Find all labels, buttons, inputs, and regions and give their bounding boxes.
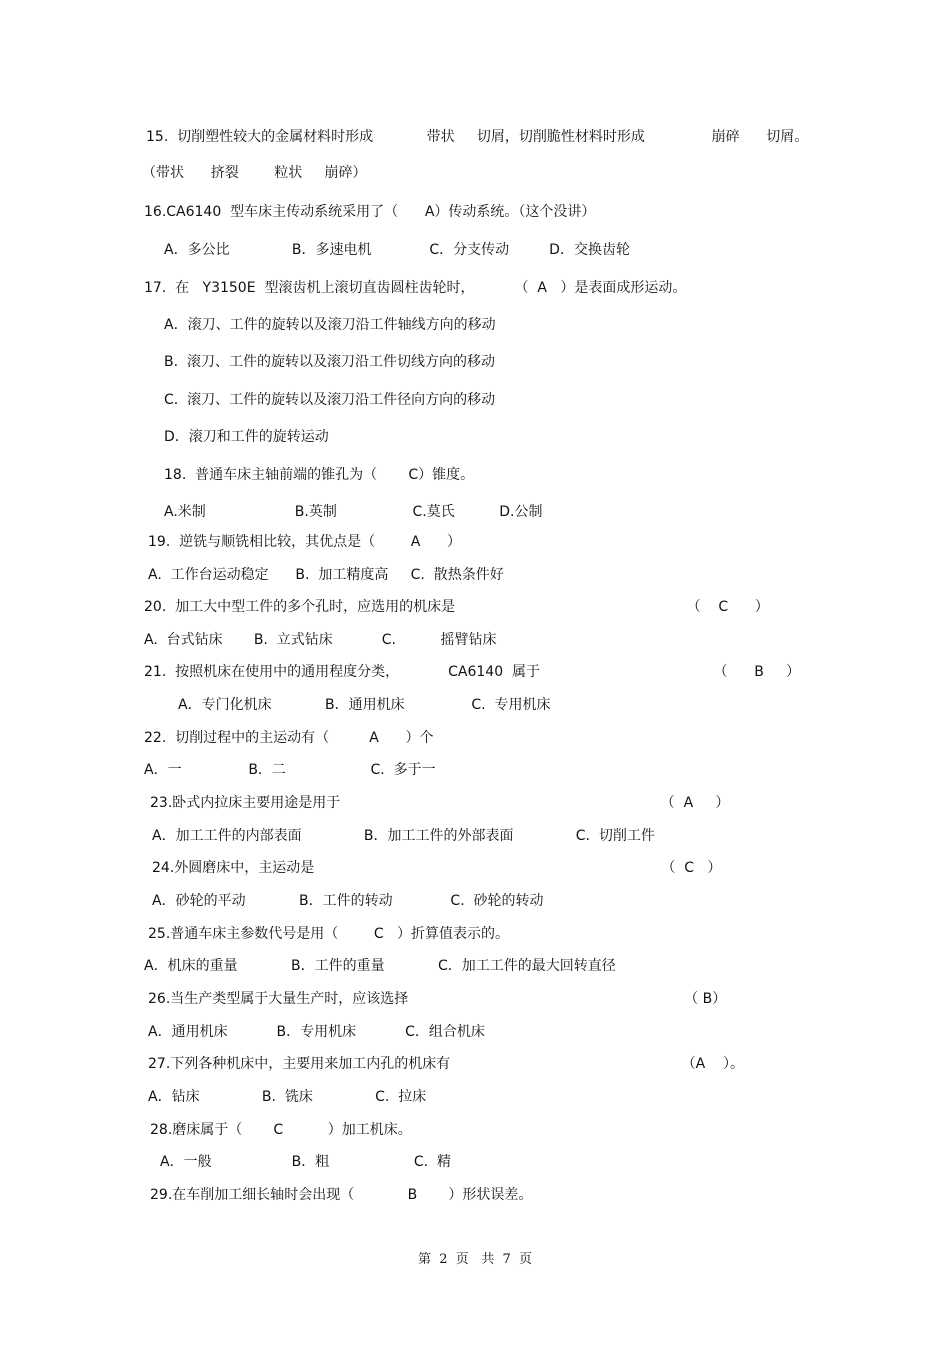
q18-line: 18. 普通车床主轴前端的锥孔为（ C）锥度。 bbox=[164, 467, 475, 483]
q19-options: A. 工作台运动稳定 B. 加工精度高 C. 散热条件好 bbox=[148, 567, 504, 583]
q15-options: （带状 挤裂 粒状 崩碎） bbox=[142, 165, 367, 181]
q16-line: 16.CA6140 型车床主传动系统采用了（ A）传动系统。（这个没讲） bbox=[144, 204, 596, 220]
q17-option-c: C. 滚刀、工件的旋转以及滚刀沿工件径向方向的移动 bbox=[164, 392, 496, 408]
q18-options: A.米制 B.英制 C.莫氏 D.公制 bbox=[164, 504, 543, 520]
q21-line: 21. 按照机床在使用中的通用程度分类， CA6140 属于 （ B ） bbox=[144, 664, 801, 680]
q17-option-b: B. 滚刀、工件的旋转以及滚刀沿工件切线方向的移动 bbox=[164, 354, 495, 370]
q22-line: 22. 切削过程中的主运动有（ A ）个 bbox=[144, 730, 434, 746]
q20-options: A. 台式钻床 B. 立式钻床 C. 摇臂钻床 bbox=[144, 632, 497, 648]
page-footer: 第 2 页 共 7 页 bbox=[418, 1252, 532, 1267]
q21-options: A．专门化机床 B．通用机床 C. 专用机床 bbox=[178, 697, 551, 713]
q17-line: 17. 在 Y3150E 型滚齿机上滚切直齿圆柱齿轮时， （ A ）是表面成形运动。 bbox=[144, 280, 687, 296]
q20-line: 20. 加工大中型工件的多个孔时，应选用的机床是 （ C ） bbox=[144, 599, 769, 615]
q23-options: A．加工工件的内部表面 B．加工工件的外部表面 C. 切削工件 bbox=[152, 828, 655, 844]
q15-line: 15. 切削塑性较大的金属材料时形成 带状 切屑，切削脆性材料时形成 崩碎 切屑。 bbox=[146, 129, 809, 145]
q28-options: A．一般 B．粗 C. 精 bbox=[160, 1154, 451, 1170]
q19-line: 19. 逆铣与顺铣相比较，其优点是（ A ） bbox=[148, 534, 462, 550]
q24-line: 24.外圆磨床中，主运动是 （ C ） bbox=[152, 860, 722, 876]
q25-options: A．机床的重量 B．工件的重量 C．加工工件的最大回转直径 bbox=[144, 958, 616, 974]
q26-line: 26.当生产类型属于大量生产时，应该选择 （ B） bbox=[148, 991, 727, 1007]
q29-line: 29.在车削加工细长轴时会出现（ B ）形状误差。 bbox=[150, 1187, 533, 1203]
q24-options: A．砂轮的平动 B．工件的转动 C. 砂轮的转动 bbox=[152, 893, 544, 909]
q16-options: A．多公比 B．多速电机 C．分支传动 D．交换齿轮 bbox=[164, 242, 630, 258]
q23-line: 23.卧式内拉床主要用途是用于 （ A ） bbox=[150, 795, 730, 811]
q27-line: 27.下列各种机床中，主要用来加工内孔的机床有 （A ）。 bbox=[148, 1056, 745, 1072]
q27-options: A．钻床 B. 铣床 C. 拉床 bbox=[148, 1089, 427, 1105]
q25-line: 25.普通车床主参数代号是用（ C ）折算值表示的。 bbox=[148, 926, 509, 942]
q26-options: A．通用机床 B．专用机床 C．组合机床 bbox=[148, 1024, 485, 1040]
q17-option-d: D．滚刀和工件的旋转运动 bbox=[164, 429, 329, 445]
q28-line: 28.磨床属于（ C ）加工机床。 bbox=[150, 1122, 412, 1138]
q22-options: A．一 B．二 C. 多于一 bbox=[144, 762, 436, 778]
q17-option-a: A．滚刀、工件的旋转以及滚刀沿工件轴线方向的移动 bbox=[164, 317, 496, 333]
